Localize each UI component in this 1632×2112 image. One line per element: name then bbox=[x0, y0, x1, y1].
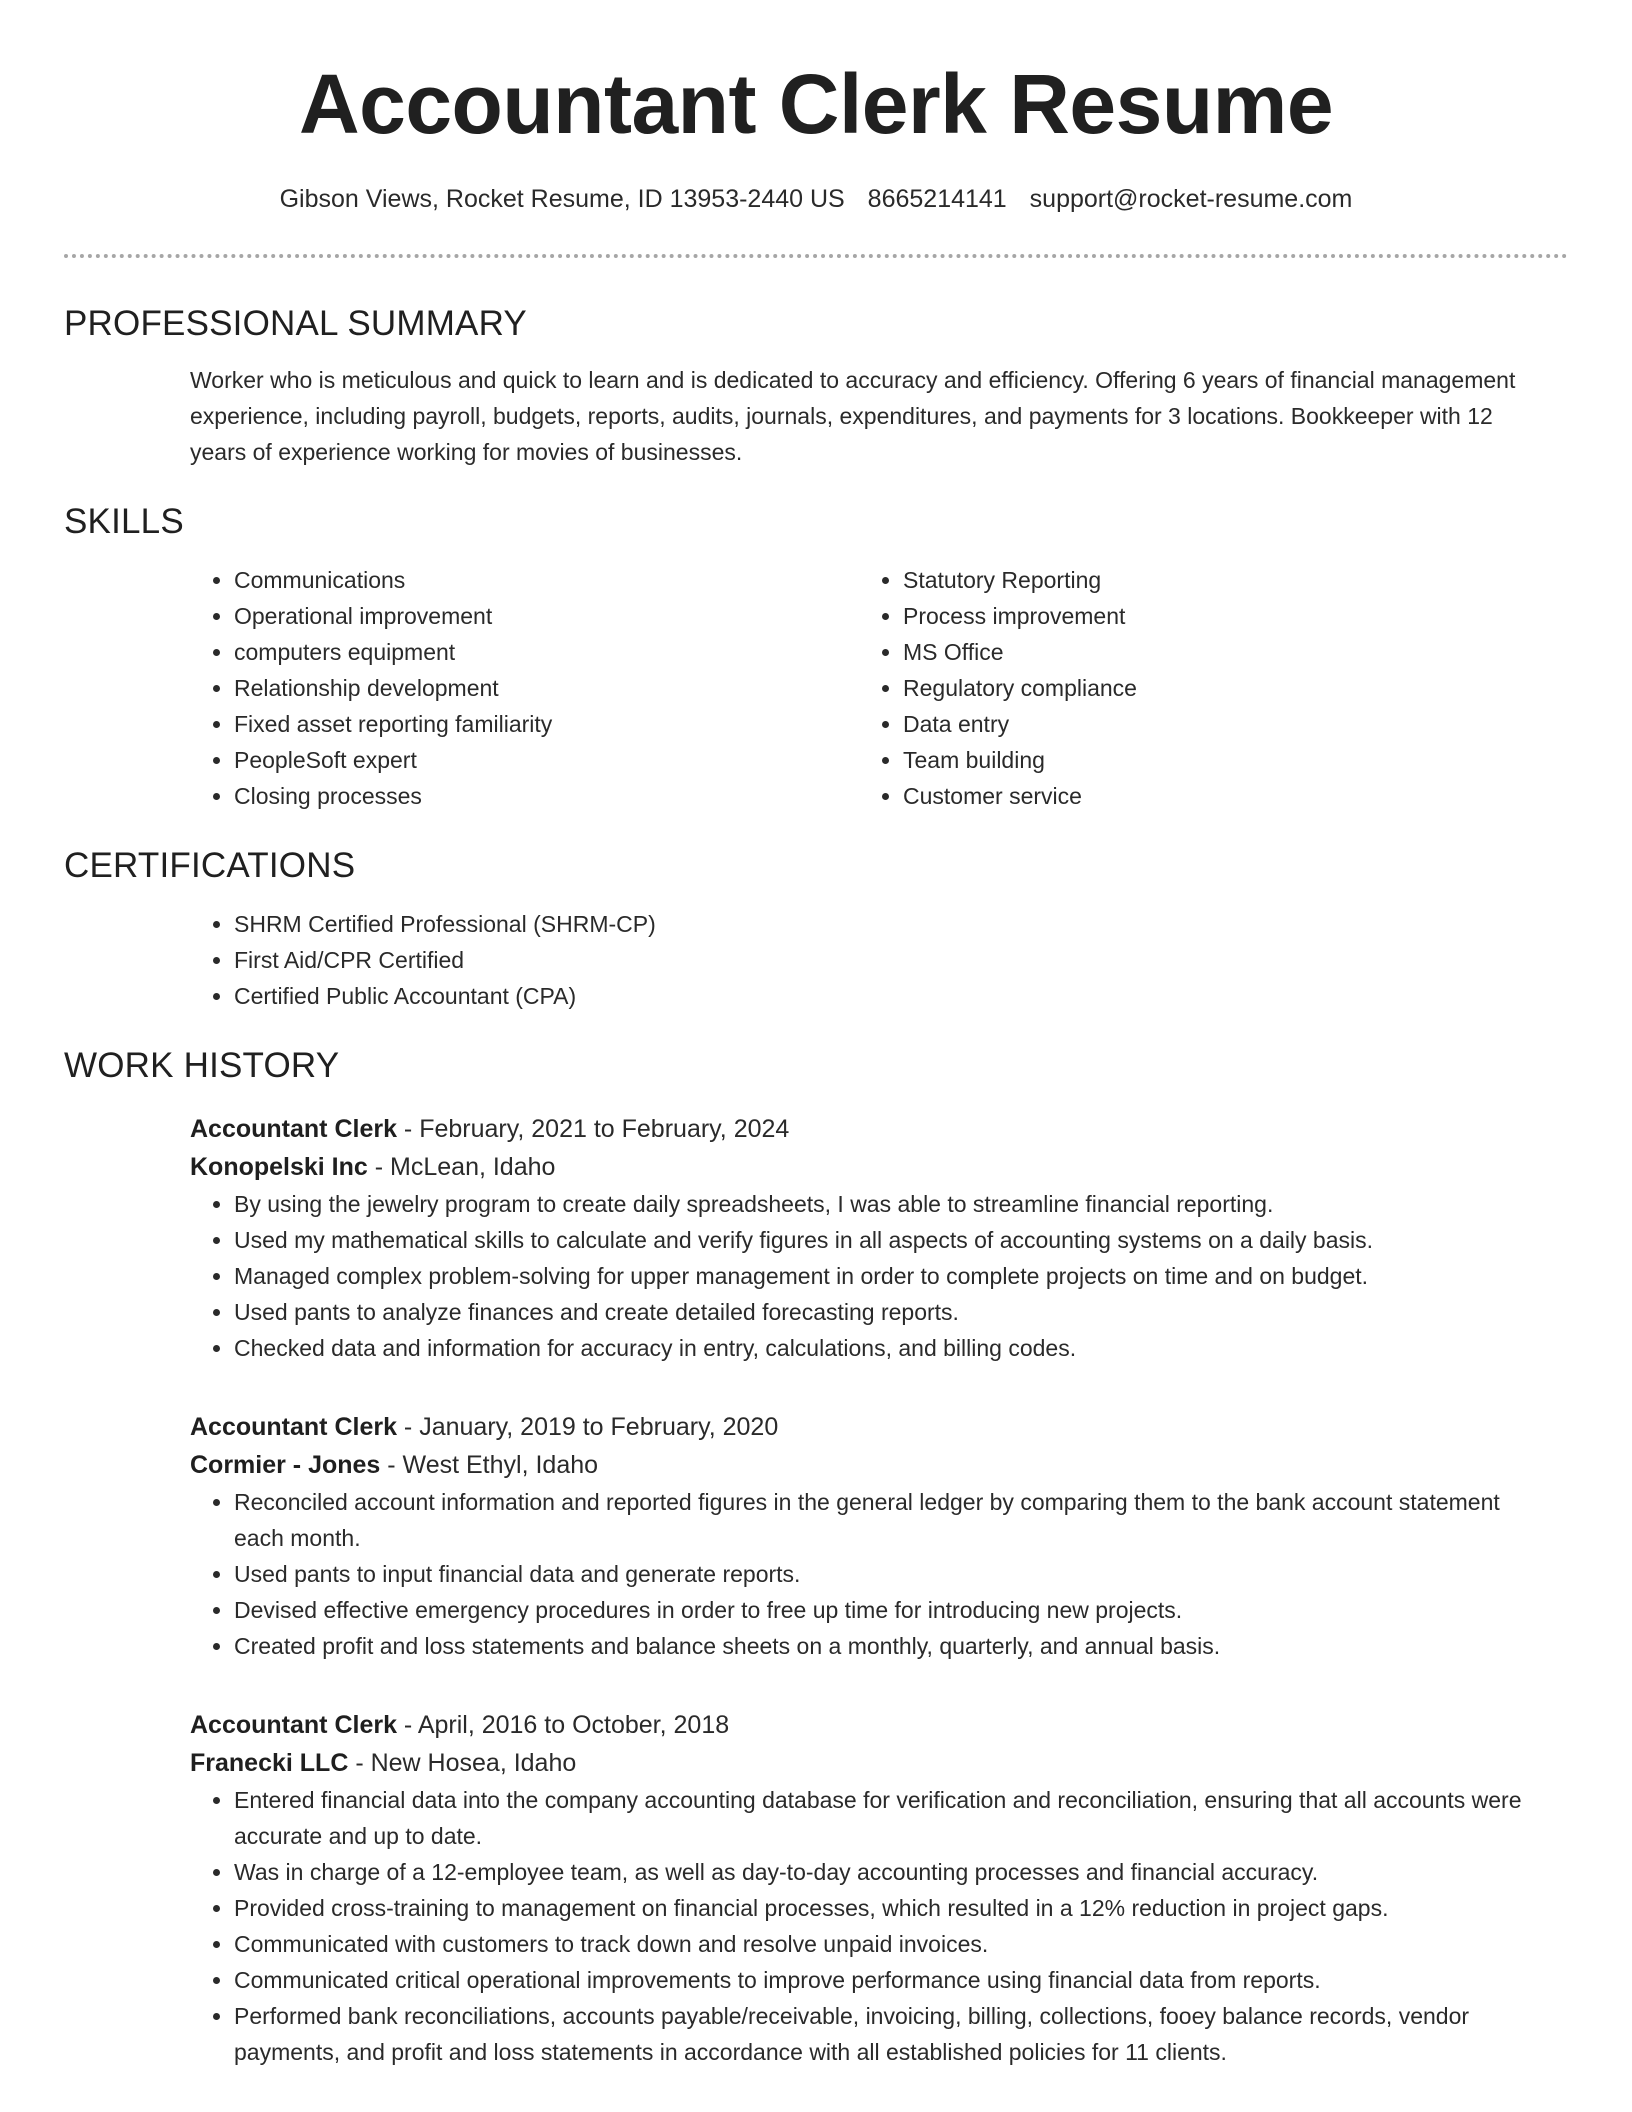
job-location: - McLean, Idaho bbox=[367, 1153, 556, 1181]
job-bullet: • Managed complex problem-solving for upper management in order to complete projects on time and on budget. bbox=[234, 1258, 1528, 1294]
summary-text: Worker who is meticulous and quick to learn and is dedicated to accuracy and efficiency. Offering 6 years of financial management experience, including payroll, budgets, reports, audits, journals, expenditures, and payments for 3 locations. Bookkeeper with 12 years of experience working for movies of businesses. bbox=[190, 367, 1516, 465]
job-location: - New Hosea, Idaho bbox=[348, 1749, 577, 1777]
job-bullet: • Checked data and information for accuracy in entry, calculations, and billing codes. bbox=[234, 1330, 1528, 1366]
job-company-line bbox=[190, 1446, 1528, 1484]
job-bullets bbox=[190, 1782, 1528, 2070]
job-bullet: • Communicated critical operational improvements to improve performance using financial data from reports. bbox=[234, 1962, 1528, 1998]
summary-section bbox=[190, 362, 1528, 470]
job-title-line bbox=[190, 1408, 1528, 1446]
contact-address: Gibson Views, Rocket Resume, ID 13953-2440 US bbox=[279, 185, 845, 213]
job-bullet: • Devised effective emergency procedures in order to free up time for introducing new projects. bbox=[234, 1592, 1528, 1628]
certifications-section bbox=[190, 906, 1528, 1014]
skills-column-right bbox=[859, 562, 1528, 814]
skill-item: • Team building bbox=[903, 742, 1528, 778]
contact-line bbox=[64, 182, 1568, 216]
job-bullet: • Provided cross-training to management on financial processes, which resulted in a 12% reduction in project gaps. bbox=[234, 1890, 1528, 1926]
job-title-line bbox=[190, 1110, 1528, 1148]
contact-phone: 8665214141 bbox=[867, 185, 1007, 213]
work-history-heading: WORK HISTORY bbox=[64, 1046, 340, 1085]
summary-heading: PROFESSIONAL SUMMARY bbox=[64, 304, 527, 343]
resume-title: Accountant Clerk Resume bbox=[298, 57, 1334, 151]
skill-item: • computers equipment bbox=[234, 634, 859, 670]
job-entry bbox=[190, 1110, 1528, 1366]
skill-item: • Statutory Reporting bbox=[903, 562, 1528, 598]
job-dates: - January, 2019 to February, 2020 bbox=[396, 1413, 779, 1441]
job-company: Cormier - Jones bbox=[190, 1451, 381, 1479]
job-bullet: • Entered financial data into the company accounting database for verification and reconciliation, ensuring that all accounts were accurate and up to date. bbox=[234, 1782, 1528, 1854]
skill-item: • Customer service bbox=[903, 778, 1528, 814]
work-history-section bbox=[190, 1110, 1528, 2070]
certifications-heading: CERTIFICATIONS bbox=[64, 846, 356, 885]
job-bullet: • Reconciled account information and reported figures in the general ledger by comparing them to the bank account statement each month. bbox=[234, 1484, 1528, 1556]
skill-item: • Regulatory compliance bbox=[903, 670, 1528, 706]
skills-section bbox=[190, 562, 1528, 814]
job-entry bbox=[190, 1408, 1528, 1664]
job-company: Konopelski Inc bbox=[190, 1153, 368, 1181]
skill-item: • Data entry bbox=[903, 706, 1528, 742]
skills-heading: SKILLS bbox=[64, 502, 184, 541]
job-bullet: • Used my mathematical skills to calculate and verify figures in all aspects of accounting systems on a daily basis. bbox=[234, 1222, 1528, 1258]
job-bullet: • Used pants to input financial data and generate reports. bbox=[234, 1556, 1528, 1592]
job-dates: - April, 2016 to October, 2018 bbox=[396, 1711, 730, 1739]
skill-item: • MS Office bbox=[903, 634, 1528, 670]
job-bullet: • Performed bank reconciliations, accounts payable/receivable, invoicing, billing, collections, fooey balance records, vendor payments, and profit and loss statements in accordance with all established policies for 11 clients. bbox=[234, 1998, 1528, 2070]
skill-item: • Process improvement bbox=[903, 598, 1528, 634]
certification-item: • First Aid/CPR Certified bbox=[234, 942, 1528, 978]
skills-column-left bbox=[190, 562, 859, 814]
job-role: Accountant Clerk bbox=[190, 1711, 397, 1739]
job-company-line bbox=[190, 1148, 1528, 1186]
job-company-line bbox=[190, 1744, 1528, 1782]
job-entry bbox=[190, 1706, 1528, 2070]
job-company: Franecki LLC bbox=[190, 1749, 349, 1777]
header-divider bbox=[64, 254, 1568, 258]
skill-item: • Relationship development bbox=[234, 670, 859, 706]
job-title-line bbox=[190, 1706, 1528, 1744]
job-bullets bbox=[190, 1186, 1528, 1366]
skill-item: • Closing processes bbox=[234, 778, 859, 814]
job-role: Accountant Clerk bbox=[190, 1413, 397, 1441]
job-bullet: • Was in charge of a 12-employee team, as well as day-to-day accounting processes and financial accuracy. bbox=[234, 1854, 1528, 1890]
job-bullets bbox=[190, 1484, 1528, 1664]
job-bullet: • Created profit and loss statements and balance sheets on a monthly, quarterly, and annual basis. bbox=[234, 1628, 1528, 1664]
certification-item: • SHRM Certified Professional (SHRM-CP) bbox=[234, 906, 1528, 942]
job-bullet: • Communicated with customers to track down and resolve unpaid invoices. bbox=[234, 1926, 1528, 1962]
job-dates: - February, 2021 to February, 2024 bbox=[396, 1115, 790, 1143]
job-location: - West Ethyl, Idaho bbox=[380, 1451, 599, 1479]
contact-email: support@rocket-resume.com bbox=[1029, 185, 1353, 213]
skill-item: • Operational improvement bbox=[234, 598, 859, 634]
skill-item: • PeopleSoft expert bbox=[234, 742, 859, 778]
skill-item: • Communications bbox=[234, 562, 859, 598]
job-role: Accountant Clerk bbox=[190, 1115, 397, 1143]
certification-item: • Certified Public Accountant (CPA) bbox=[234, 978, 1528, 1014]
job-bullet: • Used pants to analyze finances and create detailed forecasting reports. bbox=[234, 1294, 1528, 1330]
skill-item: • Fixed asset reporting familiarity bbox=[234, 706, 859, 742]
job-bullet: • By using the jewelry program to create daily spreadsheets, I was able to streamline financial reporting. bbox=[234, 1186, 1528, 1222]
